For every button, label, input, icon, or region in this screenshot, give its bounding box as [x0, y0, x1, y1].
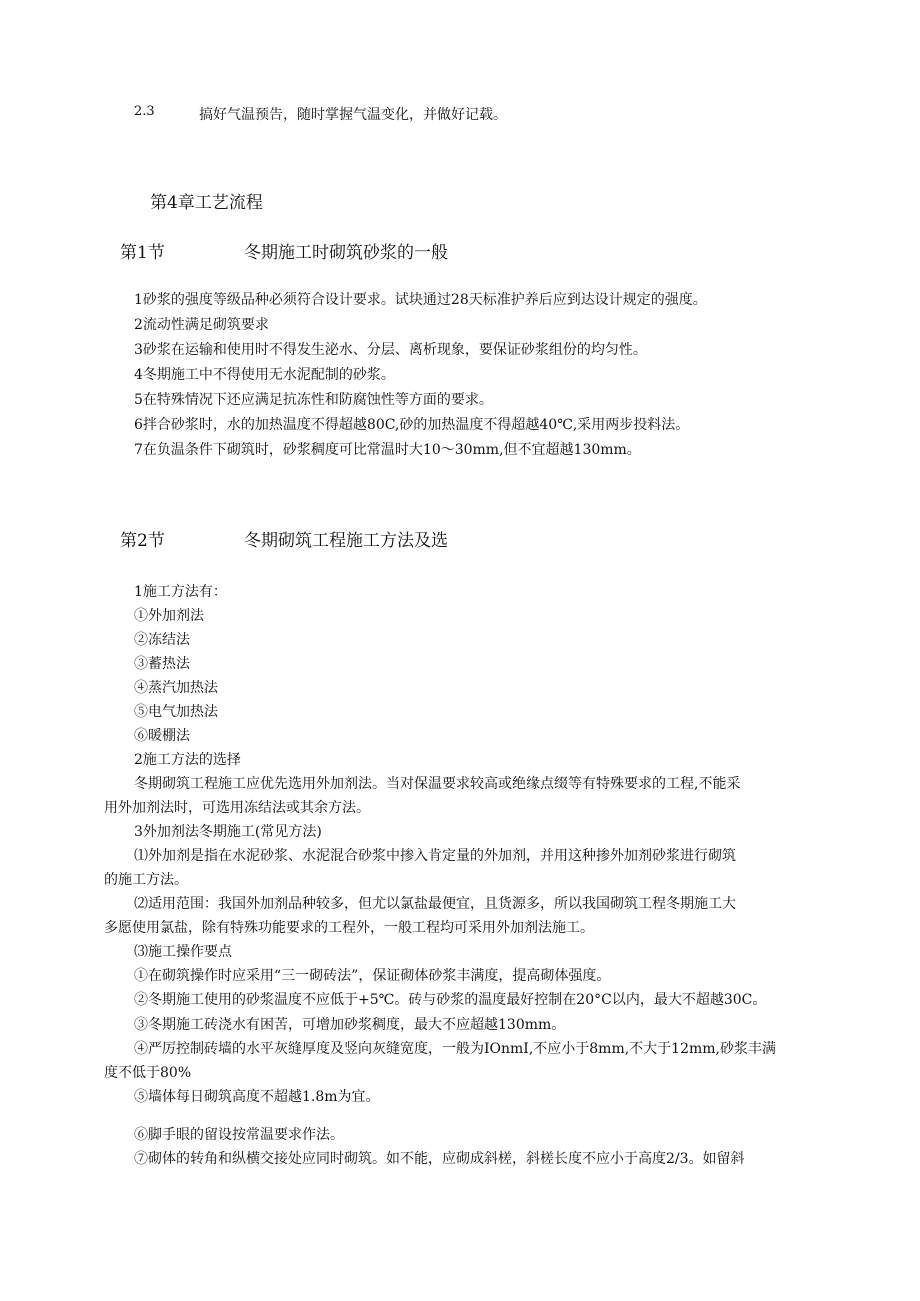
sec2-method: ⑤电气加热法 — [134, 704, 218, 720]
operation-point: ⑤墙体每日砌筑高度不超越1.8m为宜。 — [134, 1089, 380, 1105]
sec2-method: ①外加剂法 — [134, 608, 204, 624]
sec1-item: 7在负温条件下砌筑时，砂浆稠度可比常温时大10～30mm,但不宜超越130mm。 — [134, 442, 641, 458]
sec2-method: ④蒸汽加热法 — [134, 680, 218, 696]
sec2-method: ③蓄热法 — [134, 656, 190, 672]
sec1-item: 4冬期施工中不得使用无水泥配制的砂浆。 — [134, 367, 395, 383]
operation-point: ⑥脚手眼的留设按常温要求作法。 — [134, 1127, 344, 1143]
paragraph-line: 多愿使用氯盐，除有特殊功能要求的工程外，一般工程均可采用外加剂法施工。 — [104, 920, 594, 936]
sec1-item: 2流动性满足砌筑要求 — [134, 317, 269, 333]
paragraph-line: 的施工方法。 — [104, 872, 188, 888]
sec1-item: 5在特殊情况下还应满足抗冻性和防腐蚀性等方面的要求。 — [134, 392, 493, 408]
sec2-method: ⑥暖棚法 — [134, 728, 190, 744]
operation-point: ⑦砌体的转角和纵横交接处应同时砌筑。如不能，应砌成斜槎，斜槎长度不应小于高度2/3。如留斜 — [134, 1151, 745, 1167]
item-text-2-3: 搞好气温预告，随时掌握气温变化，并做好记载。 — [199, 107, 507, 123]
sec2-method: ②冻结法 — [134, 632, 190, 648]
item-number-2-3: 2.3 — [134, 104, 155, 119]
paragraph-line: ⑵适用范围：我国外加剂品种较多，但尤以氯盐最便宜，且货源多，所以我国砌筑工程冬期施工大 — [134, 896, 736, 912]
sec1-item: 3砂浆在运输和使用时不得发生泌水、分层、离析现象，要保证砂浆组份的均匀性。 — [134, 342, 647, 358]
operation-point: ①在砌筑操作时应采用“三一砌砖法”，保证砌体砂浆丰满度，提高砌体强度。 — [134, 968, 611, 984]
section-1-title: 冬期施工时砌筑砂浆的一般 — [244, 243, 448, 263]
sec2-line: ⑶施工操作要点 — [134, 944, 232, 960]
sec1-item: 6拌合砂浆时，水的加热温度不得超越80C,砂的加热温度不得超越40℃,采用两步投料法。 — [134, 417, 690, 433]
sec1-item: 1砂浆的强度等级品种必须符合设计要求。试块通过28天标准护养后应到达设计规定的强度。 — [134, 292, 707, 308]
section-2-number: 第2节 — [120, 531, 165, 551]
operation-point: ②冬期施工使用的砂浆温度不应低于+5℃。砖与砂浆的温度最好控制在20°C以内，最大不超越30C。 — [134, 992, 767, 1008]
paragraph-line: 用外加剂法时，可选用冻结法或其余方法。 — [104, 800, 370, 816]
section-2-title: 冬期砌筑工程施工方法及选 — [244, 531, 448, 551]
sec2-line: 3外加剂法冬期施工(常见方法) — [134, 824, 322, 840]
section-1-number: 第1节 — [120, 243, 165, 263]
paragraph-line: 冬期砌筑工程施工应优先选用外加剂法。当对保温要求较高或绝缘点缀等有特殊要求的工程,不能采 — [134, 776, 741, 792]
operation-point: ③冬期施工砖浇水有困苦，可增加砂浆稠度，最大不应超越130mm。 — [134, 1017, 566, 1033]
operation-point: ④严厉控制砖墙的水平灰缝厚度及竖向灰缝宽度，一般为IOnmI,不应小于8mm,不大于12mm,砂浆丰满 — [134, 1041, 777, 1057]
sec2-line: 1施工方法有： — [134, 584, 227, 600]
chapter-title: 第4章工艺流程 — [150, 193, 263, 213]
operation-point: 度不低于80% — [104, 1065, 192, 1081]
sec2-line: 2施工方法的选择 — [134, 752, 241, 768]
paragraph-line: ⑴外加剂是指在水泥砂浆、水泥混合砂浆中掺入肯定量的外加剂，并用这种掺外加剂砂浆进行砌筑 — [134, 848, 736, 864]
